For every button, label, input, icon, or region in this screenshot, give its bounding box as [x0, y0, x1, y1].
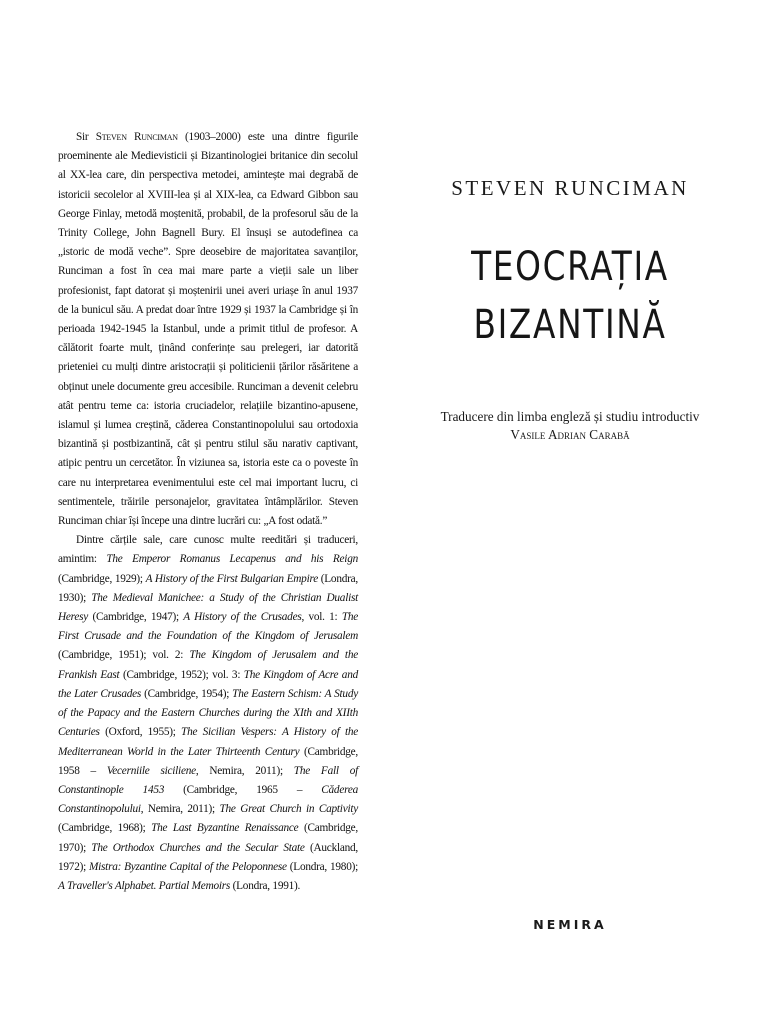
- book-title-line-1: TEOCRAȚIA: [471, 244, 669, 290]
- left-page-text: [58, 128, 358, 896]
- work-details: (Cambridge, 1954);: [141, 687, 233, 700]
- publisher-name: NEMIRA: [533, 917, 607, 932]
- work-title: The Great Church in Captivity: [219, 803, 358, 816]
- work-title: The Sicilian Vespers: A History of the Mediterranean World in the Later Thirteenth Century: [58, 726, 358, 758]
- work-title: The Medieval Manichee: a Study of the Christian Dualist Heresy: [58, 591, 359, 624]
- work-title: The Last Byzantine Renaissance: [151, 822, 299, 835]
- work-details: (Cambridge, 1952); vol. 3:: [119, 668, 244, 681]
- translation-note: Traducere din limba engleză și studiu introductiv: [440, 409, 700, 424]
- work-details: (Londra, 1991).: [230, 879, 301, 892]
- work-details: (Cambridge, 1951); vol. 2:: [58, 649, 190, 662]
- bio-text: (1903–2000) este una dintre figurile proeminente ale Medievisticii și Bizantinologiei britanice din secolul al XX-lea care, din perspectiva metodei, amintește mai degrabă de istoricii secolelor al XVIII-lea și al XIX-lea, ca Edward Gibbon sau George Finlay, metodă moștenită, probabil, de la profesorul său de la Trinity College, John Bagnell Bury. El însuși se autodefinea ca „istoric de modă veche”. Spre deosebire de majoritatea savanților, Runciman a fost în cea mai mare parte a vieții sale un liber profesionist, fapt datorat și moștenirii unei averi uriașe în anul 1937 de la bunicul său. A predat doar între 1929 și 1937 la Cambridge și în perioada 1942-1945 la Istanbul, unde a primit titlul de profesor. A călătorit foarte mult, ținând conferințe sau prelegeri, iar datorită prieteniei cu mulți dintre aristocrații și politicienii țărilor răsăritene a obținut unele documente greu accesibile. Runciman a devenit celebru atât pentru teme ca: istoria cruciadelor, relațiile bizantino-apusene, islamul și lumea creștină, căderea Constantinopolului sau ortodoxia bizantină și postbizantină, cât și pentru stilul său narativ captivant, atipic pentru un cercetător. În viziunea sa, istoria este ca o poveste în care nu interpretarea evenimentului este cel mai important lucru, ci sentimentele, trăirile personajelor, gravitatea întâmplărilor. Steven Runciman chiar își începe una dintre lucrări cu: „A fost odată.”: [58, 131, 358, 528]
- work-title: A Traveller's Alphabet. Partial Memoirs: [58, 879, 231, 892]
- work-title: The Orthodox Churches and the Secular State: [91, 841, 305, 854]
- work-details: (Auckland, 1972);: [58, 841, 358, 873]
- book-title: [447, 238, 693, 354]
- work-details: (Cambridge, 1947);: [88, 611, 184, 624]
- work-details: (Cambridge, 1929);: [58, 572, 146, 585]
- work-title: The Fall of Constantinople 1453: [58, 764, 358, 796]
- work-title: The Kingdom of Jerusalem and the Frankish East: [58, 649, 358, 681]
- work-title: Căderea Constantinopolului: [58, 783, 358, 816]
- author-name: STEVEN RUNCIMAN: [451, 176, 689, 200]
- translator-name: Vasile Adrian Carabă: [510, 427, 630, 442]
- work-details: , Nemira, 2011);: [140, 803, 220, 816]
- author-biography-paragraph: [58, 128, 358, 531]
- work-title: A History of the Crusades: [183, 611, 302, 624]
- work-details: (Cambridge, 1970);: [58, 822, 358, 854]
- work-details: , Nemira, 2011);: [195, 764, 294, 777]
- book-title-line-2: BIZANTINĂ: [473, 302, 667, 348]
- work-details: , vol. 1:: [301, 611, 342, 624]
- work-details: (Londra, 1980);: [286, 860, 358, 873]
- work-title: The Emperor Romanus Lecapenus and his Reign: [106, 553, 358, 566]
- work-title: A History of the First Bulgarian Empire: [145, 572, 318, 585]
- work-details: (Oxford, 1955);: [99, 726, 182, 739]
- work-title: The Eastern Schism: A Study of the Papacy and the Eastern Churches during the XIth and XIIth Centuries: [58, 687, 358, 739]
- works-intro: Dintre cărțile sale, care cunosc multe reeditări și traduceri, amintim:: [58, 534, 358, 566]
- work-title: The First Crusade and the Foundation of the Kingdom of Jerusalem: [58, 611, 359, 643]
- title-page: [420, 0, 720, 1024]
- work-title: Mistra: Byzantine Capital of the Peloponnese: [88, 860, 287, 873]
- work-title: Vecerniile siciliene: [106, 764, 196, 777]
- bio-text: Sir: [76, 131, 96, 143]
- work-title: The Kingdom of Acre and the Later Crusades: [58, 668, 358, 700]
- works-list-paragraph: [58, 531, 358, 896]
- work-details: (Londra, 1930);: [58, 572, 358, 604]
- work-details: (Cambridge, 1965 –: [164, 783, 322, 796]
- translator-credit: [420, 408, 720, 444]
- bio-author-name: Steven Runciman: [95, 131, 178, 143]
- work-details: (Cambridge, 1958 –: [58, 745, 358, 777]
- work-details: (Cambridge, 1968);: [58, 822, 152, 835]
